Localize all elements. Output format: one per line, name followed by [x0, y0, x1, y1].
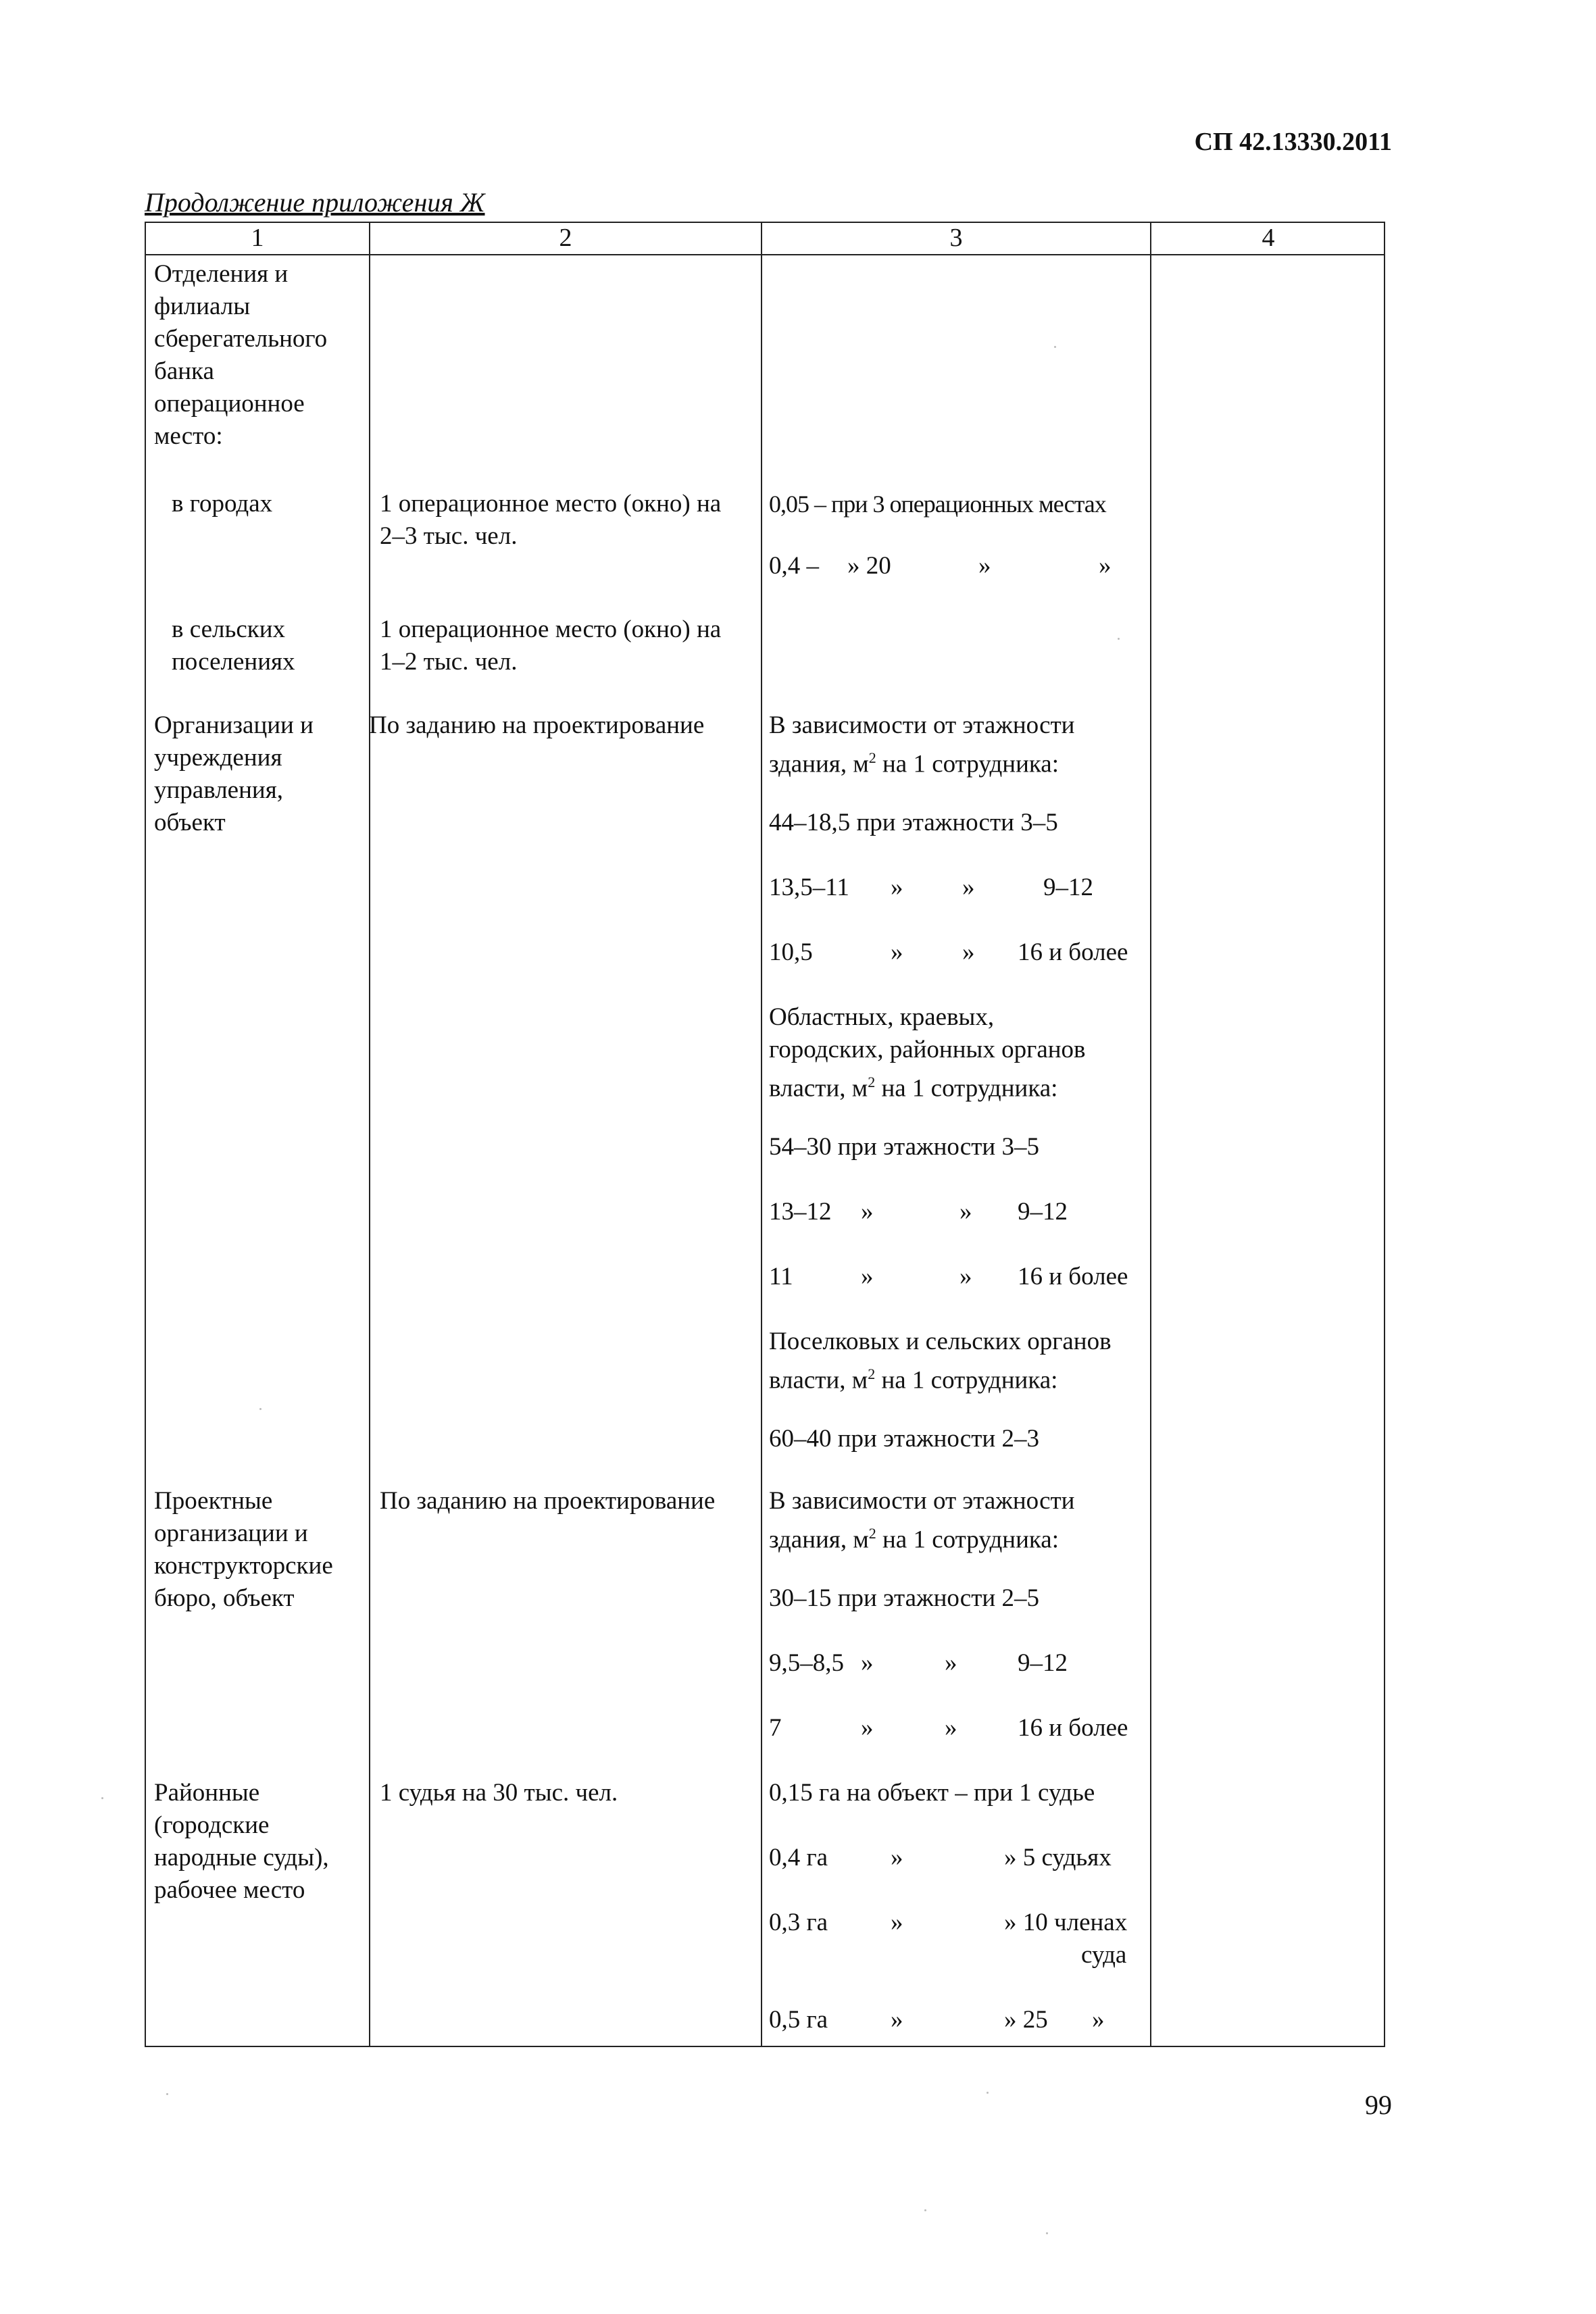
- table-caption: Продолжение приложения Ж: [145, 187, 485, 218]
- area-line: 54–30 при этажности 3–5: [769, 1133, 1039, 1161]
- col-1-number: 1: [251, 224, 264, 252]
- col-2-number: 2: [559, 224, 572, 252]
- scan-speck: [101, 1797, 103, 1799]
- ditto-mark: »: [891, 1909, 903, 1936]
- ditto-mark: »: [1099, 552, 1112, 580]
- judges-value-cont: суда: [1081, 1941, 1127, 1969]
- row-name-line: народные суды),: [154, 1844, 329, 1871]
- subrow-cities-label: в городах: [172, 490, 273, 518]
- area-line: здания, $м^2$ на 1 сотрудника:: [769, 1525, 1059, 1554]
- ditto-mark: »: [861, 1263, 874, 1290]
- area-line: В зависимости от этажности: [769, 711, 1075, 739]
- document-code: СП 42.13330.2011: [1194, 128, 1392, 156]
- norm-text: По заданию на проектирование: [380, 1487, 716, 1515]
- row-name-line: банка: [154, 357, 214, 385]
- judges-value: » 5 судьях: [1004, 1844, 1112, 1871]
- column-divider: [1150, 223, 1151, 2046]
- area-value: 0,4 га: [769, 1844, 828, 1871]
- row-name-line: филиалы: [154, 293, 251, 320]
- scan-speck: [1046, 2232, 1048, 2234]
- area-value: 0,3 га: [769, 1909, 828, 1936]
- scan-speck: [166, 2093, 168, 2095]
- floors-value: 9–12: [1018, 1198, 1068, 1226]
- area-line: Поселковых и сельских органов: [769, 1328, 1112, 1355]
- ditto-mark: »: [945, 1649, 957, 1677]
- scan-speck: [1118, 638, 1120, 640]
- area-value: 0,4 –: [769, 552, 819, 580]
- table-header-row: [146, 223, 1384, 255]
- floors-value: 9–12: [1018, 1649, 1068, 1677]
- area-line: 60–40 при этажности 2–3: [769, 1425, 1039, 1453]
- area-line: 0,05 – при 3 операционных местах: [769, 491, 1106, 518]
- area-value: 9,5–8,5: [769, 1649, 844, 1677]
- row-name-line: учреждения: [154, 744, 282, 772]
- row-name-line: сберегательного: [154, 325, 328, 353]
- area-value: 10,5: [769, 938, 813, 966]
- row-name-line: операционное: [154, 390, 305, 418]
- ditto-mark: »: [962, 938, 975, 966]
- area-line: городских, районных органов: [769, 1036, 1086, 1063]
- ditto-mark: »: [891, 874, 903, 901]
- area-value: » 20: [847, 552, 891, 580]
- norm-text: 1 судья на 30 тыс. чел.: [380, 1779, 618, 1807]
- area-line: 44–18,5 при этажности 3–5: [769, 809, 1058, 836]
- ditto-mark: »: [861, 1649, 874, 1677]
- col-3-number: 3: [949, 224, 963, 252]
- norm-line: 1 операционное место (окно) на: [380, 490, 722, 518]
- norm-text: По заданию на проектирование: [369, 711, 705, 739]
- row-name-line: объект: [154, 809, 226, 836]
- ditto-mark: »: [891, 2006, 903, 2034]
- floors-value: 16 и более: [1018, 938, 1128, 966]
- row-name-line: управления,: [154, 776, 283, 804]
- area-line: здания, $м^2$ на 1 сотрудника:: [769, 749, 1059, 778]
- ditto-mark: »: [962, 874, 975, 901]
- norm-line: 1–2 тыс. чел.: [380, 648, 518, 676]
- floors-value: 9–12: [1043, 874, 1093, 901]
- row-name-line: бюро, объект: [154, 1584, 295, 1612]
- judges-value: » 10 членах: [1004, 1909, 1128, 1936]
- area-line: 0,15 га на объект – при 1 судье: [769, 1779, 1095, 1807]
- ditto-mark: »: [945, 1714, 957, 1742]
- column-divider: [369, 223, 370, 2046]
- ditto-mark: »: [959, 1263, 972, 1290]
- judges-value: » 25: [1004, 2006, 1048, 2034]
- row-name-line: Организации и: [154, 711, 314, 739]
- row-name-line: Проектные: [154, 1487, 273, 1515]
- area-value: 7: [769, 1714, 782, 1742]
- scan-speck: [259, 1408, 261, 1410]
- scan-speck: [987, 2092, 989, 2094]
- page-number: 99: [1365, 2090, 1392, 2120]
- row-name-line: рабочее место: [154, 1876, 305, 1904]
- area-line: 30–15 при этажности 2–5: [769, 1584, 1039, 1612]
- ditto-mark: »: [1092, 2006, 1105, 2034]
- row-name-line: место:: [154, 422, 223, 450]
- appendix-table: [145, 222, 1385, 2047]
- ditto-mark: »: [891, 1844, 903, 1871]
- row-name-line: конструкторские: [154, 1552, 333, 1580]
- subrow-rural-label: в сельских: [172, 615, 286, 643]
- floors-value: 16 и более: [1018, 1263, 1128, 1290]
- ditto-mark: »: [959, 1198, 972, 1226]
- row-name-line: Районные: [154, 1779, 260, 1807]
- area-value: 13,5–11: [769, 874, 849, 901]
- row-name-line: Отделения и: [154, 260, 289, 288]
- subrow-rural-label: поселениях: [172, 648, 295, 676]
- area-value: 0,5 га: [769, 2006, 828, 2034]
- row-name-line: организации и: [154, 1519, 308, 1547]
- area-value: 13–12: [769, 1198, 832, 1226]
- area-line: власти, $м^2$ на 1 сотрудника:: [769, 1365, 1058, 1394]
- ditto-mark: »: [861, 1198, 874, 1226]
- norm-line: 1 операционное место (окно) на: [380, 615, 722, 643]
- area-line: Областных, краевых,: [769, 1003, 995, 1031]
- col-4-number: 4: [1262, 224, 1275, 252]
- column-divider: [761, 223, 762, 2046]
- floors-value: 16 и более: [1018, 1714, 1128, 1742]
- scan-speck: [1054, 346, 1056, 348]
- area-value: 11: [769, 1263, 793, 1290]
- ditto-mark: »: [978, 552, 991, 580]
- area-line: власти, $м^2$ на 1 сотрудника:: [769, 1074, 1058, 1103]
- ditto-mark: »: [861, 1714, 874, 1742]
- area-line: В зависимости от этажности: [769, 1487, 1075, 1515]
- ditto-mark: »: [891, 938, 903, 966]
- row-name-line: (городские: [154, 1811, 270, 1839]
- norm-line: 2–3 тыс. чел.: [380, 522, 518, 550]
- scan-speck: [924, 2209, 926, 2211]
